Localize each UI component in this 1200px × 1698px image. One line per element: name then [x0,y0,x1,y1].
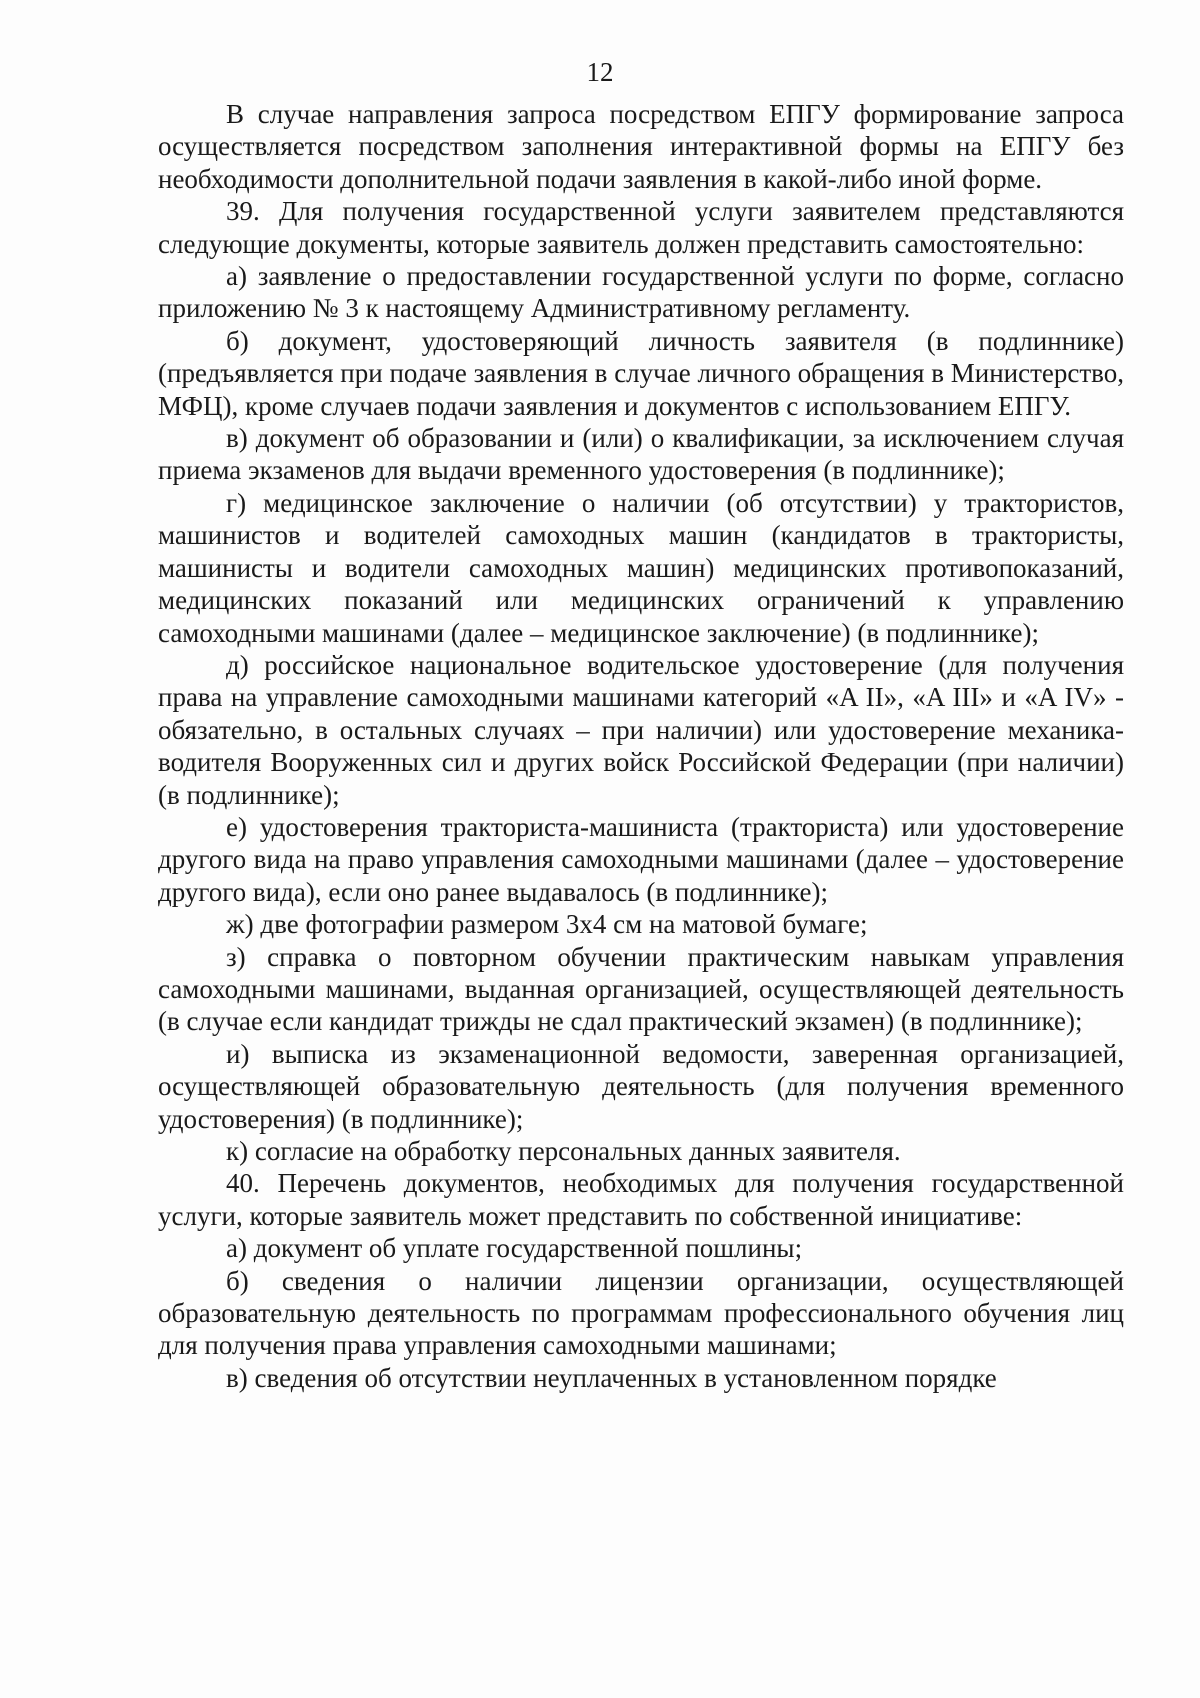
list-item-39-v: в) документ об образовании и (или) о квалификации, за исключением случая приема экзаменов для выдачи временного удостоверения (в подлиннике); [158,423,1124,486]
list-item-39-b: б) документ, удостоверяющий личность заявителя (в подлиннике) (предъявляется при подаче заявления в случае личного обращения в Министерство, МФЦ), кроме случаев подачи заявления и документов с использованием ЕПГУ. [158,325,1124,421]
list-item-39-e: е) удостоверения тракториста-машиниста (тракториста) или удостоверение другого вида на право управления самоходными машинами (далее – удостоверение другого вида), если оно ранее выдавалось (в подлиннике); [158,811,1124,907]
page-number: 12 [586,57,614,87]
list-item-40-a: а) документ об уплате государственной пошлины; [226,1233,803,1264]
list-item-39-d: д) российское национальное водительское удостоверение (для получения права на управление самоходными машинами категорий «A II», «A III» и «A IV» - обязательно, в остальных случаях – при наличии) или удостоверение механика-водителя Вооруженных сил и других войск Российской Федерации (при наличии) (в подлиннике); [158,649,1124,810]
list-item-40-v: в) сведения об отсутствии неуплаченных в установленном порядке [226,1362,997,1393]
list-item-39-g: г) медицинское заключение о наличии (об отсутствии) у трактористов, машинистов и водителей самоходных машин (кандидатов в трактористы, машинисты и водители самоходных машин) медицинских противопоказаний, медицинских показаний или медицинских ограничений к управлению самоходными машинами (далее – медицинское заключение) (в подлиннике); [158,487,1124,648]
paragraph-item-40: 40. Перечень документов, необходимых для получения государственной услуги, которые заявитель может представить по собственной инициативе: [158,1168,1124,1231]
document-body [158,98,1124,1394]
list-item-39-i: и) выписка из экзаменационной ведомости, заверенная организацией, осуществляющей образовательную деятельность (для получения временного удостоверения) (в подлиннике); [158,1038,1124,1134]
paragraph-item-39: 39. Для получения государственной услуги заявителем представляются следующие документы, которые заявитель должен представить самостоятельно: [158,196,1124,259]
list-item-39-z: з) справка о повторном обучении практическим навыкам управления самоходными машинами, выданная организацией, осуществляющей деятельность (в случае если кандидат трижды не сдал практический экзамен) (в подлиннике); [158,941,1124,1037]
list-item-39-k: к) согласие на обработку персональных данных заявителя. [226,1136,901,1166]
list-item-39-zh: ж) две фотографии размером 3х4 см на матовой бумаге; [226,909,868,940]
paragraph-epgu-request: В случае направления запроса посредством ЕПГУ формирование запроса осуществляется посредством заполнения интерактивной формы на ЕПГУ без необходимости дополнительной подачи заявления в какой-либо иной форме. [158,99,1124,194]
list-item-40-b: б) сведения о наличии лицензии организации, осуществляющей образовательную деятельность по программам профессионального обучения лиц для получения права управления самоходными машинами; [158,1265,1124,1361]
list-item-39-a: а) заявление о предоставлении государственной услуги по форме, согласно приложению № 3 к настоящему Административному регламенту. [158,261,1124,324]
